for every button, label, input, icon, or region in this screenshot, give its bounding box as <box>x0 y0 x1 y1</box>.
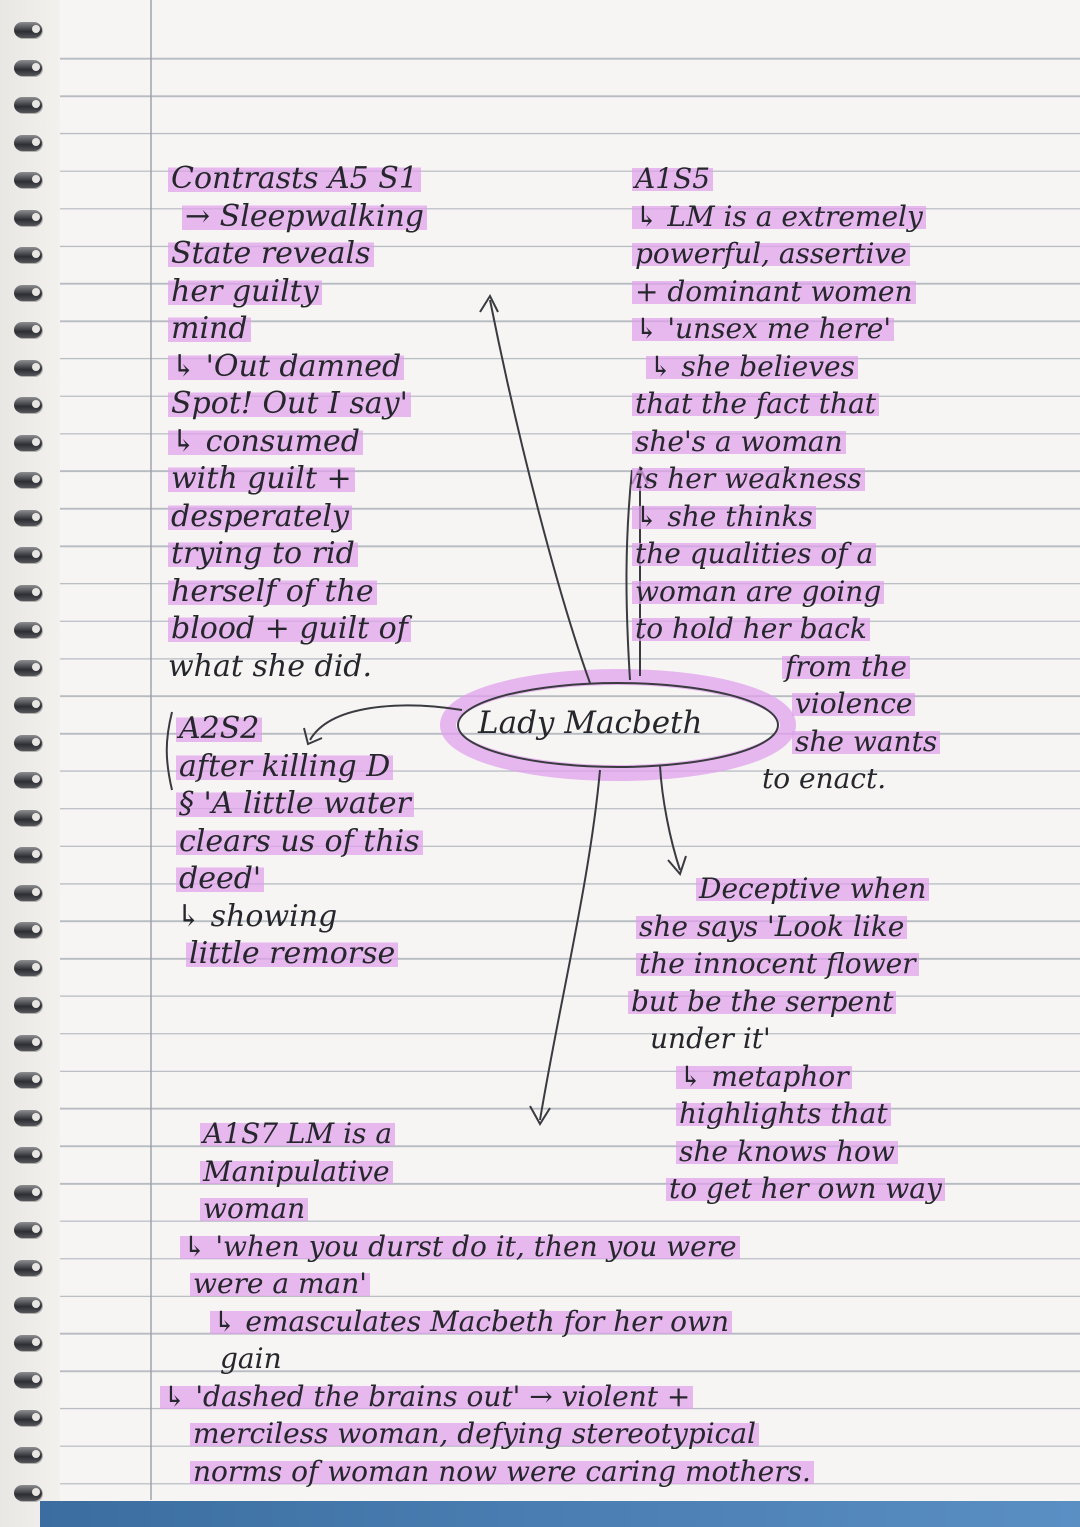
left-top-line: ↳ 'Out damned <box>168 348 427 386</box>
left-top-line: what she did. <box>168 648 373 684</box>
right-middle-line: ↳ metaphor <box>636 1058 945 1096</box>
bottom-line: woman <box>160 1190 814 1228</box>
bottom-line: merciless woman, defying stereotypical <box>160 1415 814 1453</box>
left-top-note <box>168 160 427 685</box>
left-top-line: ↳ consumed <box>168 423 427 461</box>
left-top-heading: Contrasts A5 S1 <box>168 160 427 198</box>
right-middle-line: highlights that <box>636 1095 945 1133</box>
right-top-line: is her weakness <box>632 460 940 498</box>
right-top-line: powerful, assertive <box>632 235 940 273</box>
bracket-left-middle <box>167 712 172 790</box>
left-top-line: herself of the <box>168 573 427 611</box>
left-middle-line: after killing D <box>176 748 423 786</box>
left-middle-heading: A2S2 <box>176 710 423 748</box>
right-top-line: ↳ 'unsex me here' <box>632 310 940 348</box>
left-top-line: blood + guilt of <box>168 610 427 648</box>
right-middle-line: under it' <box>650 1022 771 1055</box>
bottom-line: gain <box>220 1342 282 1375</box>
right-top-line: that the fact that <box>632 385 940 423</box>
right-top-line: ↳ LM is a extremely <box>632 198 940 236</box>
right-middle-line: Deceptive when <box>636 870 945 908</box>
left-top-line: trying to rid <box>168 535 427 573</box>
bottom-line: were a man' <box>160 1265 814 1303</box>
right-top-line: to enact. <box>762 762 887 795</box>
right-top-line: she's a woman <box>632 423 940 461</box>
arrow-to-bottom <box>540 770 600 1120</box>
right-middle-line: she knows how <box>636 1133 945 1171</box>
page-bottom-edge <box>40 1501 1080 1527</box>
left-middle-line: § 'A little water <box>176 785 423 823</box>
right-top-line: ↳ she thinks <box>632 498 940 536</box>
left-top-line: with guilt + <box>168 460 427 498</box>
left-middle-line: clears us of this <box>176 823 423 861</box>
bottom-note <box>160 1115 814 1490</box>
right-middle-line: but be the serpent <box>628 983 945 1021</box>
bottom-line: norms of woman now were caring mothers. <box>160 1453 814 1491</box>
right-top-note <box>632 160 940 798</box>
left-top-line: State reveals <box>168 235 427 273</box>
left-top-line: → Sleepwalking <box>168 198 427 236</box>
right-middle-line: the innocent flower <box>636 945 945 983</box>
left-middle-line: ↳ showing <box>176 898 338 934</box>
left-top-line: her guilty <box>168 273 427 311</box>
right-top-line: violence <box>632 685 940 723</box>
right-top-line: the qualities of a <box>632 535 940 573</box>
right-top-line: + dominant women <box>632 273 940 311</box>
bottom-line: Manipulative <box>160 1153 814 1191</box>
right-middle-line: to get her own way <box>636 1170 945 1208</box>
right-top-line: ↳ she believes <box>632 348 940 386</box>
arrow-to-top-left <box>490 300 590 683</box>
left-top-line: Spot! Out I say' <box>168 385 427 423</box>
central-topic-label: Lady Macbeth <box>478 705 703 741</box>
right-top-line: from the <box>632 648 940 686</box>
right-middle-line: she says 'Look like <box>636 908 945 946</box>
right-top-line: she wants <box>632 723 940 761</box>
right-top-heading: A1S5 <box>632 160 940 198</box>
bottom-line: ↳ emasculates Macbeth for her own <box>160 1303 814 1341</box>
bottom-heading: A1S7 LM is a <box>160 1115 814 1153</box>
left-middle-line: little remorse <box>176 935 423 973</box>
left-top-line: mind <box>168 310 427 348</box>
left-middle-note <box>176 710 423 973</box>
arrowhead-top-left <box>480 296 498 312</box>
left-middle-line: deed' <box>176 860 423 898</box>
right-top-line: to hold her back <box>632 610 940 648</box>
right-top-line: woman are going <box>632 573 940 611</box>
bottom-line: ↳ 'dashed the brains out' → violent + <box>160 1378 814 1416</box>
left-top-line: desperately <box>168 498 427 536</box>
bottom-line: ↳ 'when you durst do it, then you were <box>160 1228 814 1266</box>
